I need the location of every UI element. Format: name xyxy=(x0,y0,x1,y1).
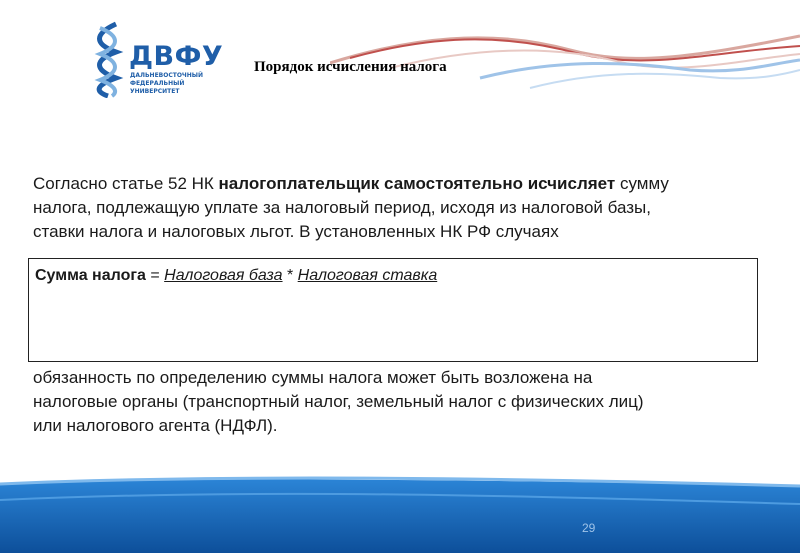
paragraph-continuation xyxy=(33,366,753,438)
text-run: Согласно статье 52 НК xyxy=(33,174,219,193)
formula-multiply: * xyxy=(282,267,298,284)
logo-title: ДВФУ xyxy=(129,41,224,72)
logo-sub-line: ДАЛЬНЕВОСТОЧНЫЙ xyxy=(130,72,204,79)
paragraph-line: обязанность по определению суммы налога может быть возложена на xyxy=(33,368,593,387)
logo-sub-line: УНИВЕРСИТЕТ xyxy=(130,88,180,95)
paragraph-line: налоговые органы (транспортный налог, земельный налог с физических лиц) xyxy=(33,392,644,411)
formula-box xyxy=(28,258,758,362)
dna-helix-icon xyxy=(86,20,128,98)
footer-wave xyxy=(0,470,800,553)
dvfu-logo xyxy=(86,20,224,100)
page-number: 29 xyxy=(582,521,596,535)
formula-tax-rate: Налоговая ставка xyxy=(297,267,438,284)
logo-subtitle xyxy=(130,72,220,96)
formula-equals: = xyxy=(150,267,165,284)
paragraph-line xyxy=(33,172,753,196)
slide-title: Порядок исчисления налога xyxy=(254,59,447,75)
paragraph-line: налога, подлежащую уплате за налоговый период, исходя из налоговой базы, xyxy=(33,198,651,217)
paragraph-intro xyxy=(33,172,753,244)
formula-tax-base: Налоговая база xyxy=(164,267,283,284)
paragraph-line: ставки налога и налоговых льгот. В установленных НК РФ случаях xyxy=(33,222,559,241)
tax-formula xyxy=(35,267,437,285)
logo-sub-line: ФЕДЕРАЛЬНЫЙ xyxy=(130,80,185,87)
formula-term: Сумма налога xyxy=(35,267,151,284)
text-run: сумму xyxy=(615,174,669,193)
decorative-swoosh xyxy=(330,18,800,98)
bold-text: налогоплательщик самостоятельно исчисляет xyxy=(218,174,616,193)
paragraph-line: или налогового агента (НДФЛ). xyxy=(33,416,278,435)
